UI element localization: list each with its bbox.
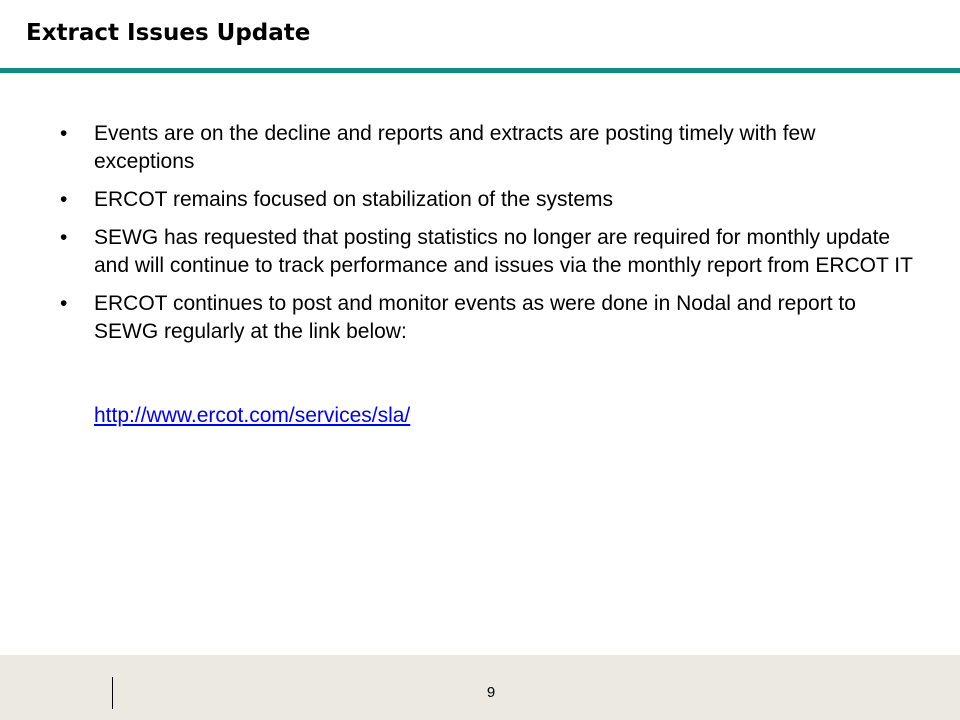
footer-divider — [112, 677, 113, 709]
bullet-marker: • — [60, 226, 68, 249]
bullet-text: Events are on the decline and reports and extracts are posting timely with few exceptions — [94, 122, 816, 173]
bullet-item — [60, 120, 920, 176]
bullet-marker: • — [60, 122, 68, 145]
sla-link-line — [94, 402, 410, 430]
bullet-item — [60, 290, 920, 346]
bullet-text: SEWG has requested that posting statistics no longer are required for monthly update and will continue to track performance and issues via the monthly report from ERCOT IT — [94, 226, 913, 277]
bullet-text: ERCOT continues to post and monitor events as were done in Nodal and report to SEWG regularly at the link below: — [94, 292, 856, 343]
title-divider-rule — [0, 68, 960, 73]
bullet-list — [60, 120, 920, 356]
bullet-item — [60, 186, 920, 214]
bullet-item — [60, 224, 920, 280]
bullet-marker: • — [60, 188, 68, 211]
sla-link[interactable]: http://www.ercot.com/services/sla/ — [94, 404, 411, 427]
page-number: 9 — [486, 684, 496, 701]
bullet-text: ERCOT remains focused on stabilization of the systems — [94, 188, 614, 211]
bullet-marker: • — [60, 292, 68, 315]
slide-title: Extract Issues Update — [26, 20, 311, 46]
